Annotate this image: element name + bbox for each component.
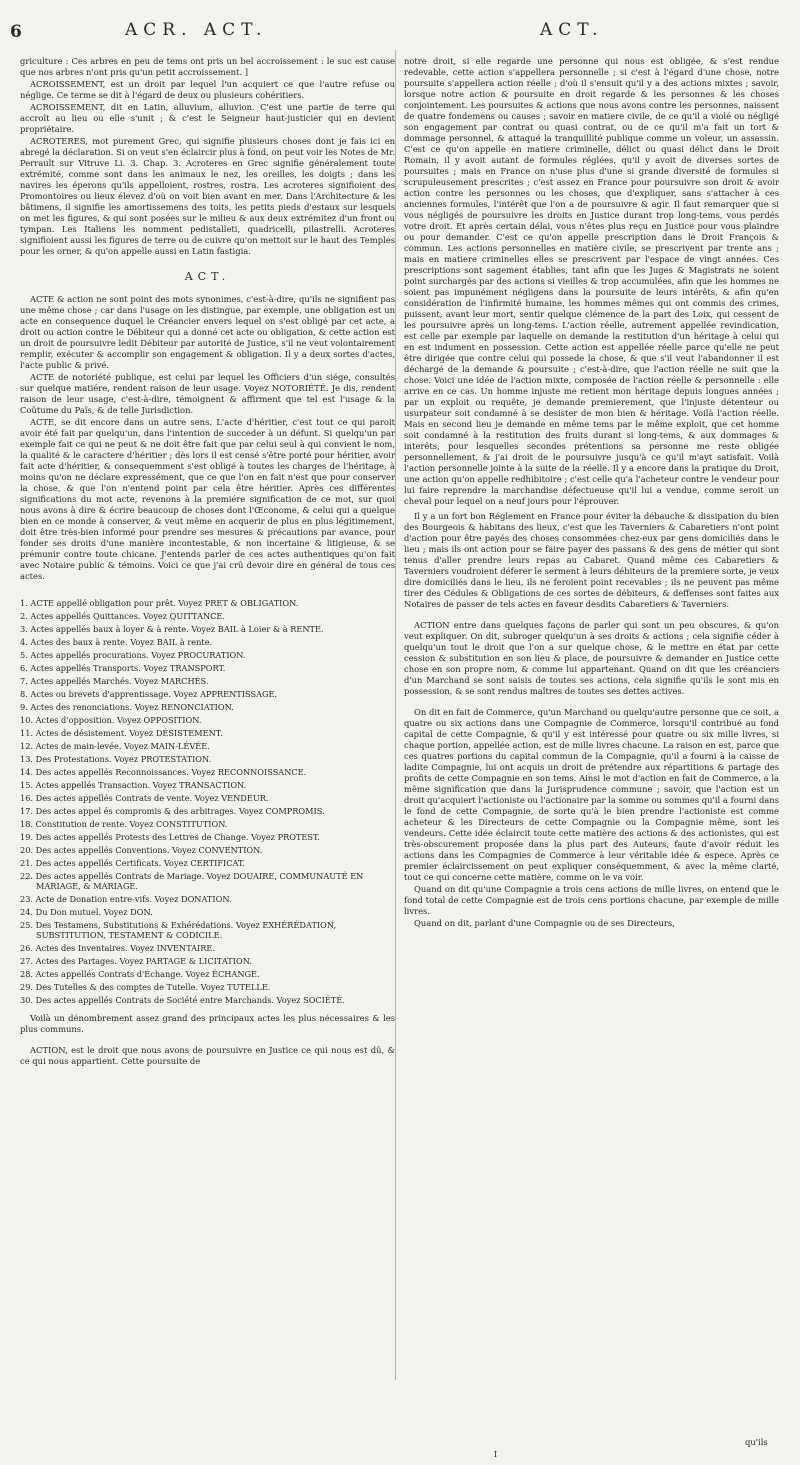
list-item: 4. Actes des baux à rente. Voyez BAIL à rente. [20,637,213,647]
catchword: qu'ils [745,1437,768,1447]
list-item: 28. Actes appellés Contrats d'Échange. Voyez ÉCHANGE. [20,969,260,979]
entry-acte-notoriete: ACTE de notoriété publique, est celui par lequel les Officiers d'un siége, consultés sur quelque matiére, rendent raison de leur usage. Voyez NOTORIÉTÉ. Je dis, rendent raison de leur usage, c'est-à-dire, témoignent & affirment que tel est l'usage & la Coûtume du Païs, & de telle Jurisdiction. [20,372,395,415]
list-item: 13. Des Protestations. Voyez PROTESTATION. [20,754,212,764]
list-item: 27. Actes des Partages. Voyez PARTAGE & LICITATION. [20,956,252,966]
entry-action: ACTION, est le droit que nous avons de poursuivre en Justice ce qui nous est dû, & ce qui nous appartient. Cette poursuite de [20,1045,395,1066]
signature-mark: I [494,1450,498,1459]
paragraph: Il y a un fort bon Réglement en France pour éviter la débauche & dissipation du bien des Bourgeois & habitans des lieux, c'est que les Taverniers & Cabaretiers n'ont point d'action pour être payés des choses consommées chez-eux par gens domiciliés dans le lieu ; mais ils ont action pour se faire payer des passans & des gens de métier qui sont tenus d'aller prendre leurs repas au Cabaret. Quand même ces Cabaretiers & Taverniers voudroient déferer le serment à leurs débiteurs de la premiere sorte, je veux dire domiciliés dans le lieu, ils ne feroient point recevables ; ils ne peuvent pas même tirer des Cédules & Obligations de ces sortes de débiteurs, & deffenses sont faites aux Notaires de passer de tels actes en faveur desdits Cabaretiers & Taverniers. [404,511,779,609]
list-item: 16. Des actes appellés Contrats de vente. Voyez VENDEUR. [20,793,269,803]
list-item: 2. Actes appellés Quittances. Voyez QUITTANCE. [20,611,225,621]
page-number: 6 [10,22,22,42]
entry-acroissement-1: ACROISSEMENT, est un droit par lequel l'un acquiert ce que l'autre refuse ou néglige. Ce terme se dit à l'égard de deux ou plusieurs cohéritiers. [20,79,395,100]
list-item: 23. Acte de Donation entre-vifs. Voyez DONATION. [20,894,232,904]
list-item: 17. Des actes appel és compromis & des arbitrages. Voyez COMPROMIS. [20,806,325,816]
list-item: 25. Des Testamens, Substitutions & Exhérédations. Voyez EXHÉRÉDATION, SUBSTITUTION, TESTAMENT & CODICILE. [20,920,337,940]
list-item: 15. Actes appellés Transaction. Voyez TRANSACTION. [20,780,247,790]
list-item: 9. Actes des renonciations. Voyez RENONCIATION. [20,702,234,712]
section-heading: ACT. [184,270,231,283]
left-running-head: ACR. ACT. [125,20,268,40]
paragraph: Voilà un dénombrement assez grand des principaux actes les plus nécessaires & les plus communs. [20,1013,395,1034]
list-item: 30. Des actes appellés Contrats de Société entre Marchands. Voyez SOCIÉTÉ. [20,995,345,1005]
list-item: 7. Actes appellés Marchés. Voyez MARCHÉS. [20,676,209,686]
list-item: 8. Actes ou brevets d'apprentissage. Voyez APPRENTISSAGE. [20,689,278,699]
list-item: 1. ACTE appellé obligation pour prêt. Voyez PRET & OBLIGATION. [20,598,299,608]
column-divider [395,50,396,1380]
paragraph: notre droit, si elle regarde une personne qui nous est obligée, & s'est rendue redevable, cette action s'appellera personnelle ; si c'est à l'égard d'une chose, notre poursuite s'appellera action réelle ; d'où il s'ensuit qu'il y a des actions mixtes ; savoir, lorsque notre action & poursuite en droit regarde & les personnes & les choses conjointement. Les poursuites & actions que nous avons contre les personnes, naissent de quatre fondemens ou causes ; savoir en matiere civile, de ce qu'il a violé ou négligé son engagement par contrat ou quasi contrat, ou de ce qu'il m'a fait un tort & dommage personnel, & attaqué la tranquillité publique comme un voleur, un assassin. C'est ce qu'on appelle en matiere criminelle, délict ou quasi délict dans le Droit Romain, il y avoit autant de formules réglées, qu'il y avoit de diverses sortes de poursuites ; mais en France on n'use plus d'une si grande diversité de formules si scrupuleusement prescrites ; c'est assez en France pour poursuivre son droit & avoir action contre les personnes ou les choses, que d'expliquer, sans s'attacher à ces anciennes formules, l'intérêt que l'on a de poursuivre & agir. Il faut remarquer que si vous négligés de poursuivre les droits en Justice durant trop long-tems, vous perdés votre droit. Et après certain délai, vous n'êtes plus reçu en Justice pour vous plaindre ou pour demander. C'est ce qu'on appelle prescription dans le Droit François & commun. Les actions personnelles en matière civile, se prescrivent par trente ans ; mais en matiere criminelles elles se prescrivent par l'espace de vingt années. Ces prescriptions sont sagement établies, tant afin que les Juges & Magistrats ne soient point surchargés par des actions si vieilles & trop accumulées, afin que les hommes ne soient pas impunément négligens dans la poursuite de leurs intérêts, & afin qu'en considération de l'infirmité humaine, les hommes mêmes qui ont commis des crimes, puissent, avant leur mort, sentir quelque clémence de la part des Loix, qui cessent de les poursuivre après un long-tems. L'action réelle, autrement appellée revindication, est celle par exemple par laquelle on demande la restitution d'un héritage à celui qui en est indument en possession. Cette action est appellée réelle parce qu'elle ne peut être dirigée que contre celui qui possede la chose, & que s'il veut l'abandonner il est déchargé de la demande & poursuite ; c'est-à-dire, que l'action réelle ne suit que la chose. Voici une idée de l'action mixte, composée de l'action réelle & personnelle : elle arrive en ce cas. Un homme injuste me retient mon héritage depuis longues années ; par un exploit ou requête, je demande premierement, que l'injuste détenteur ou usurpateur soit condamné à se desister de mon bien & héritage. Voilà l'action réelle. Mais en second lieu je demande en même tems par le même exploit, que cet homme soit condamné à la restitution des fruits durant si long-tems, & aux dommages & interêts, pour lesquelles secondes prétentions sa personne me reste obligée personnellement, & j'ai droit de le poursuivre jusqu'à ce qu'il m'ayt satisfait. Voilà l'action personnelle jointe à la suite de la réelle. Il y a encore dans la pratique du Droit, une action qu'on appelle redhibitoire ; c'est celle qu'a l'acheteur contre le vendeur pour lui faire reprendre la marchandise défectueuse qu'il lui a vendue, comme seroit un cheval pour lequel on a neuf jours pour l'éprouver. [404,56,779,506]
left-column [20,56,395,1068]
right-column [404,56,779,930]
entry-acte: ACTE & action ne sont point des mots synonimes, c'est-à-dire, qu'ils ne signifient pas une même chose ; car dans l'usage on les distingue, par exemple, une obligation est un acte en consequence duquel le Créancier envers lequel on s'est obligé par cet acte, a droit ou action contre le Débiteur qui a donné cet acte ou obligation, & cette action est un droit de poursuivre ledit Débiteur par autorité de Justice, s'il ne veut volontairement remplir, exécuter & accomplir son engagement & obligation. Il y a deux sortes d'actes, l'acte public & privé. [20,294,395,370]
list-item: 18. Constitution de rente. Voyez CONSTITUTION. [20,819,228,829]
paragraph: griculture : Ces arbres en peu de tems ont pris un bel accroissement : le suc est cause que nos arbres n'ont pris qu'un petit accroissement. ] [20,56,395,77]
list-item: 11. Actes de désistement. Voyez DÉSISTEMENT. [20,728,223,738]
list-item: 22. Des actes appellés Contrats de Mariage. Voyez DOUAIRE, COMMUNAUTÉ EN MARIAGE, & MARIAGE. [20,871,364,891]
list-item: 5. Actes appellés procurations. Voyez PROCURATION. [20,650,246,660]
acts-list [20,598,395,1005]
list-item: 29. Des Tutelles & des comptes de Tutelle. Voyez TUTELLE. [20,982,271,992]
right-running-head: ACT. [540,20,604,40]
list-item: 12. Actes de main-levée. Voyez MAIN-LÉVÉE. [20,741,210,751]
entry-acroissement-2: ACROISSEMENT, dit en Latin, alluvium, alluvion. C'est une partie de terre qui accroît au lieu ou elle s'unit ; & c'est le Seigneur haut-justicier qui en devient propriétaire. [20,102,395,134]
paragraph: Quand on dit, parlant d'une Compagnie ou de ses Directeurs, [414,918,675,928]
list-item: 19. Des actes appellés Protests des Lettres de Change. Voyez PROTEST. [20,832,320,842]
list-item: 26. Actes des Inventaires. Voyez INVENTAIRE. [20,943,215,953]
entry-acte-heritier: ACTE, se dit encore dans un autre sens. L'acte d'héritier, c'est tout ce qui paroit avoir été fait par quelqu'un, dans l'intention de succeder à un défunt. Si quelqu'un par exemple fait ce qui ne peut & ne doit être fait que par celui seul à qui convient le nom, la qualité & le caractere d'héritier ; dès lors il est censé s'être porté pour héritier, avoir fait acte d'héritier, & consequemment s'est obligé à toutes les charges de l'héritage, à moins qu'on ne déclare expressément, que ce que l'on en fait n'est que pour conserver la chose, & que l'on n'entend point par cela être héritier. Après ces différentes significations du mot acte, revenons à la premiére signification de ce mot, sur quoi nous avons à dire & écrire beaucoup de choses dont l'Œconome, & celui qui a quelque bien en ce monde à conserver, & veut même en acquerir de plus en plus légitimement, doit être très-bien informé pour prendre ses mesures & précautions par avance, pour fonder ses droits d'une manière incontestable, & non incertaine & litigieuse, & se prémunir contre toute chicane. J'entends parler de ces actes authentiques qu'on fait avec Notaire public & témoins. Voici ce que j'ai crû devoir dire en général de tous ces actes. [20,417,395,581]
list-item: 6. Actes appellés Transports. Voyez TRANSPORT. [20,663,226,673]
list-item: 3. Actes appellés baux à loyer & à rente. Voyez BAIL à Loier & à RENTE. [20,624,324,634]
entry-action-phrases: ACTION entre dans quelques façons de parler qui sont un peu obscures, & qu'on veut expliquer. On dit, subroger quelqu'un à ses droits & actions ; cela signifie céder à quelqu'un tout le droit que l'on a sur quelque chose, & le mettre en état par cette cession & substitution en son lieu & place, de poursuivre & demander en Justice cette chose en son propre nom, & comme lui appartenant. Quand on dit que les créanciers d'un Marchand se sont saisis de toutes ses actions, cela signifie qu'ils le sont mis en possession, & se sont rendus maîtres de toutes ses dettes actives. [404,620,779,696]
list-item: 14. Des actes appellés Reconnoissances. Voyez RECONNOISSANCE. [20,767,307,777]
list-item: 10. Actes d'opposition. Voyez OPPOSITION. [20,715,202,725]
paragraph: On dit en fait de Commerce, qu'un Marchand ou quelqu'autre personne que ce soit, a quatre ou six actions dans une Compagnie de Commerce, lorsqu'il contribué au fond capital de cette Compagnie, & qu'il y est intéressé pour quatre ou six mille livres, si chaque portion, appellée action, est de mille livres chacune. La raison en est, parce que ces quatres portions du capital commun de la Compagnie, qu'il a fourni à la caisse de ladite Compagnie, lui ont acquis un droit de prétendre aux répartitions & partage des profits de cette Compagnie en son tems. Ainsi le mot d'action en fait de Commerce, a la même signification que dans la Jurisprudence commune ; savoir, que l'action est un droit qu'acquiert l'actioniste ou l'actionaire par la somme ou sommes qu'il a fourni dans le fond de cette Compagnie, de sorte qu'à le bien prendre l'actioniste est comme acheteur & les Directeurs de cette Compagnie ou la Compagnie même, sont les vendeurs. Cette idée éclaircit toute cette matière des actions & des actionistes, qui est très-obscurement proposée dans la plus part des Auteurs, faute d'avoir réduit les actions dans les Compagnies de Commerce à leur véritable idée & espece. Après ce premier éclaircissement on peut expliquer conséquemment, & avec la même clarté, tout ce qui concerne cette matière, comme on le va voir. [404,707,779,882]
entry-acroteres: ACROTERES, mot purement Grec, qui signifie plusieurs choses dont je fais ici en abregé la déclaration. Si on veut s'en éclaircir plus à fond, on peut voir les Notes de Mr. Perrault sur Vitruve Li. 3. Chap. 3. Acroteres en Grec signifie généralement toute extrémité, comme sont dans les animaux le nez, les oreilles, les doigts ; dans les navires les éperons qu'ils appelloient, rostres, rostra. Les acroteres signifioient des Promontoires ou lieux élevez d'où on voit bien avant en mer. Dans l'Architecture & les bâtimens, il signifie les amortissemens des toits, les petits pieds d'estaux sur lesquels on met les figures, & qui sont posées sur le milieu & aux deux extrémitez d'un front ou tympan. Les Italiens les nomment pedistalleti, quadricelli, pilastrelli. Acroteres signifioient aussi les figures de terre ou de cuivre qu'on mettoit sur le haut des Temples pour les orner, & qu'on appelle aussi en Latin fastigia. [20,136,395,256]
list-item: 21. Des actes appellés Certificats. Voyez CERTIFICAT. [20,858,245,868]
list-item: 20. Des actes appellés Conventions. Voyez CONVENTION. [20,845,263,855]
list-item: 24. Du Don mutuel. Voyez DON. [20,907,153,917]
paragraph: Quand on dit qu'une Compagnie a trois cens actions de mille livres, on entend que le fond total de cette Compagnie est de trois cens portions chacune, par exemple de mille livres. [404,884,779,916]
